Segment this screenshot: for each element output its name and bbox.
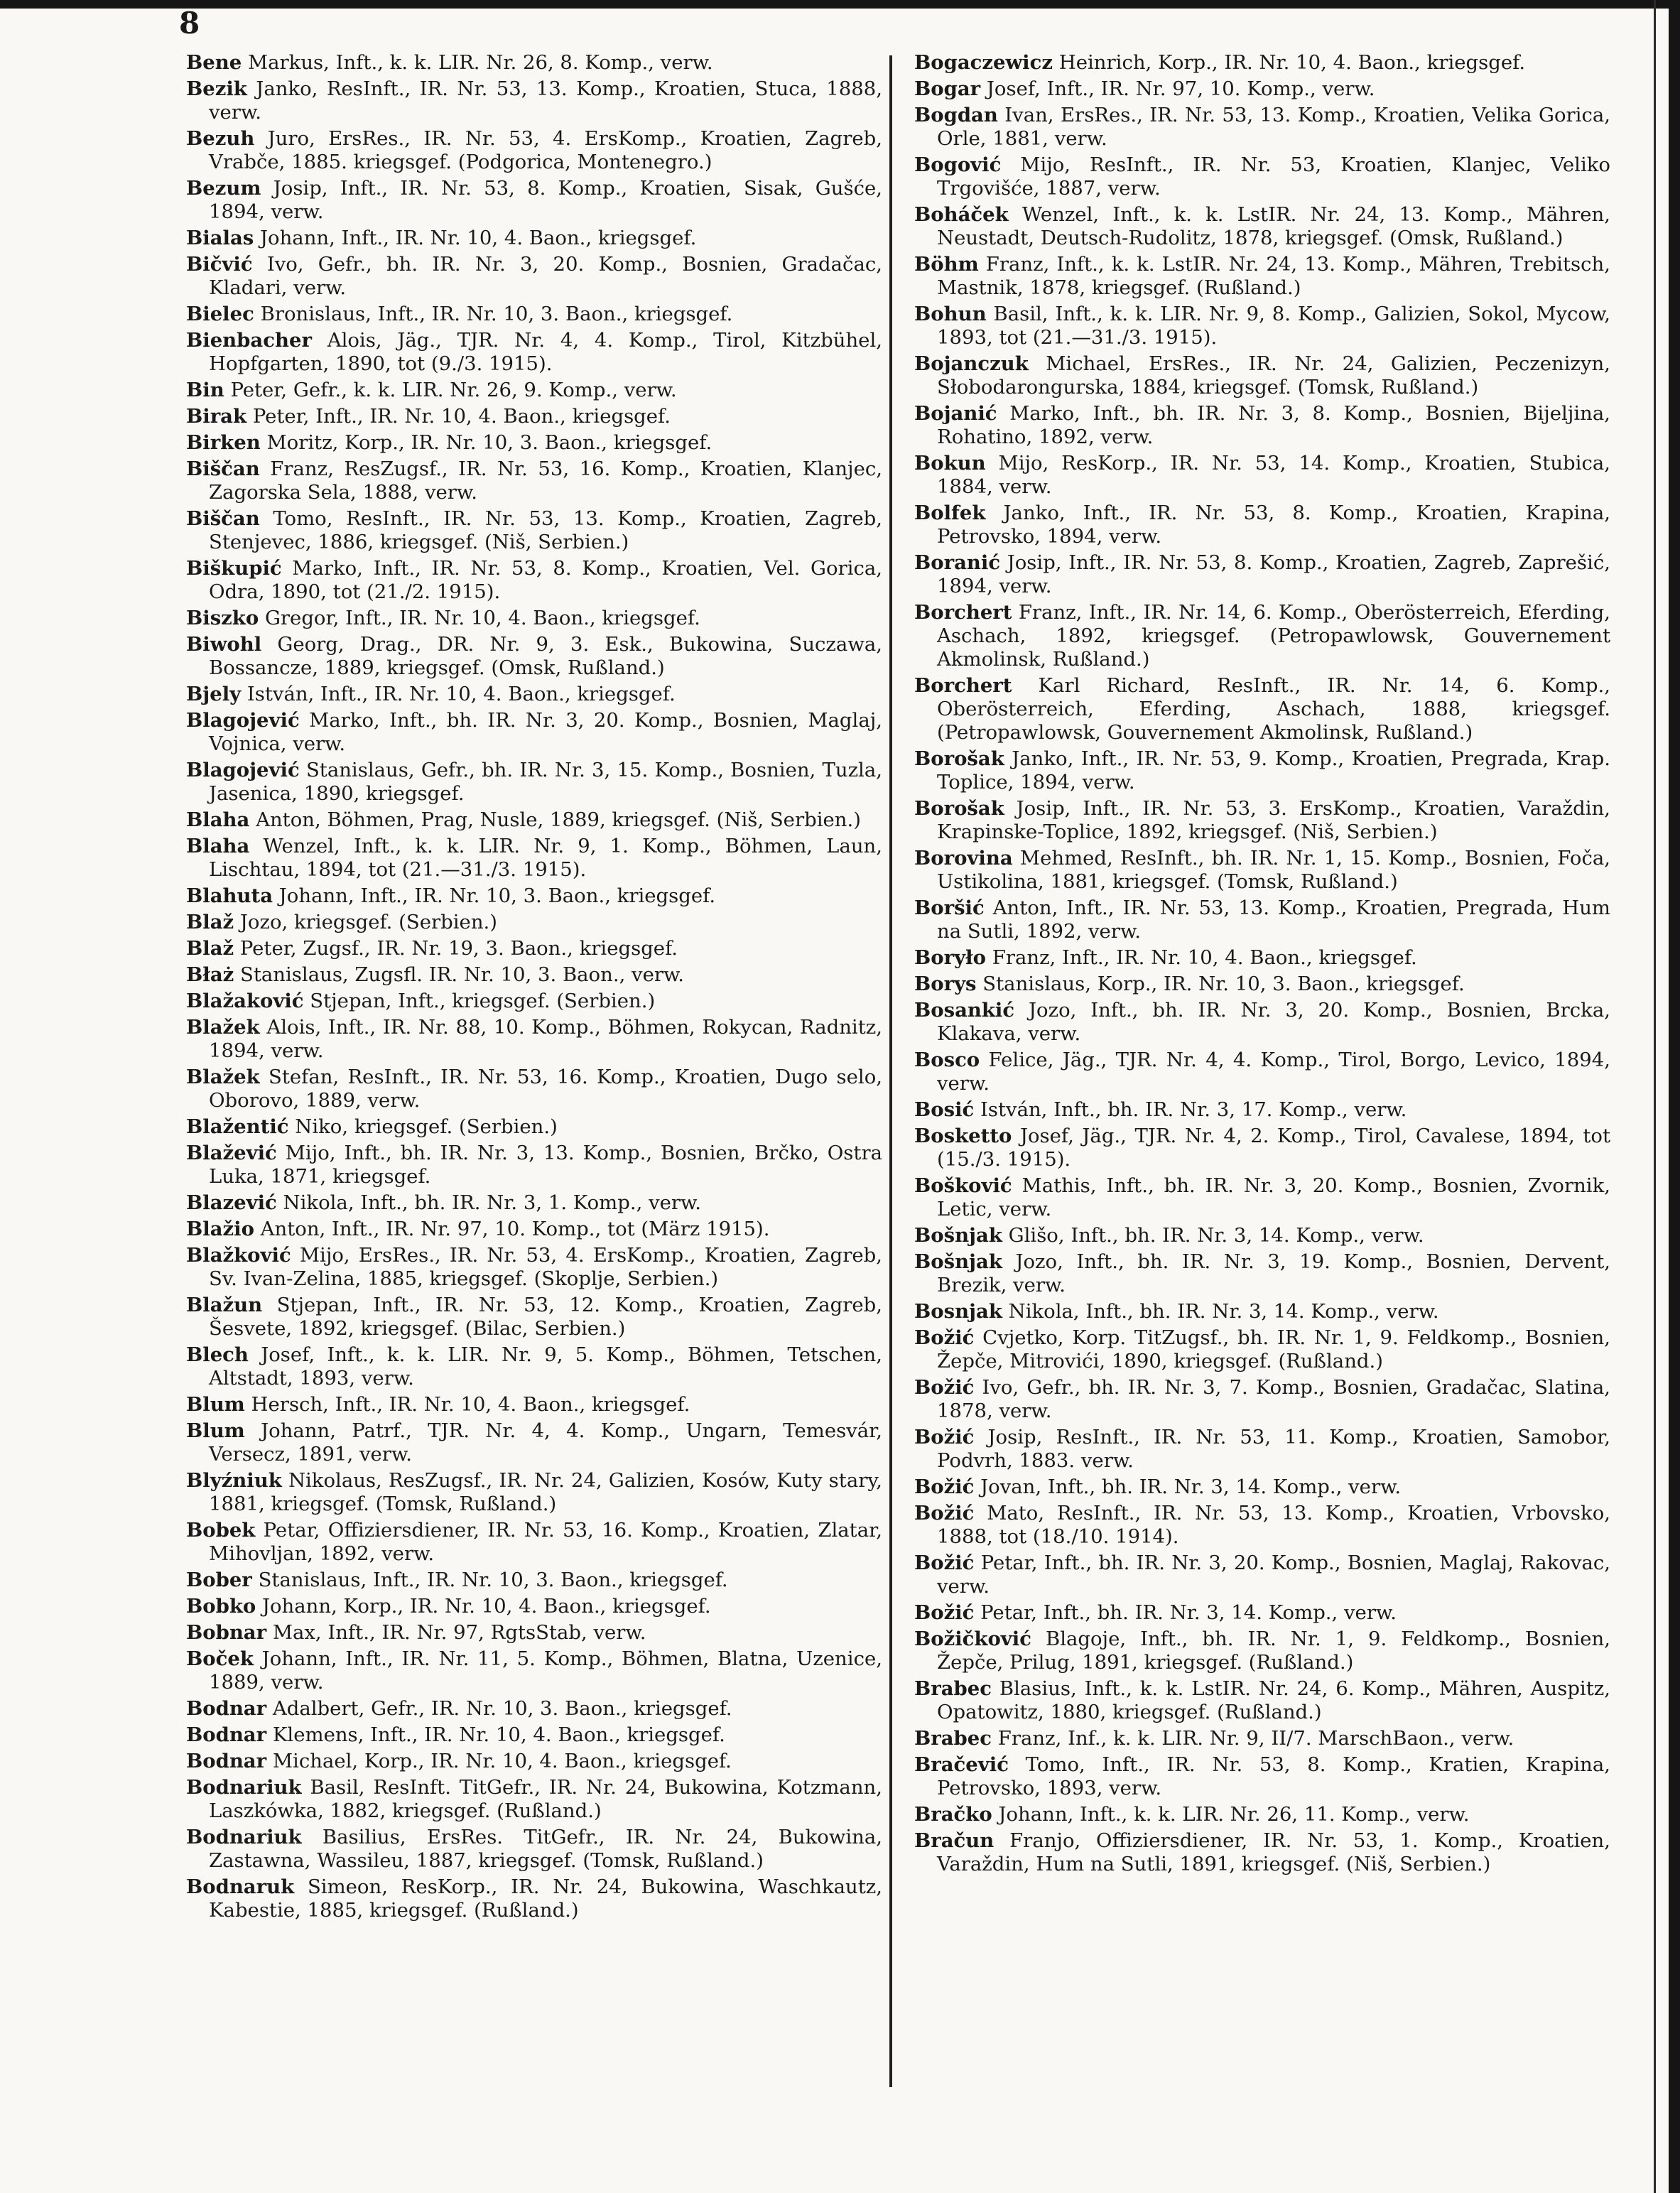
entry-details: Cvjetko, Korp. TitZugsf., bh. IR. Nr. 1, 9. Feldkomp., Bosnien, Žepče, Mitrovići, 1890, kriegsgef. (Rußland.) bbox=[937, 1326, 1610, 1372]
entry-surname: Biwohl bbox=[186, 633, 262, 656]
casualty-entry bbox=[914, 1125, 1610, 1171]
entry-details: Karl Richard, ResInft., IR. Nr. 14, 6. Komp., Oberösterreich, Eferding, Aschach, 1888, kriegsgef. (Petropawlowsk, Gouvernement Akmolinsk, Rußland.) bbox=[937, 674, 1610, 744]
entry-details: Josef, Jäg., TJR. Nr. 4, 2. Komp., Tirol, Cavalese, 1894, tot (15./3. 1915). bbox=[937, 1125, 1610, 1171]
entry-surname: Blažun bbox=[186, 1294, 263, 1316]
entry-surname: Biškupić bbox=[186, 557, 282, 580]
entry-details: Anton, Inft., IR. Nr. 97, 10. Komp., tot (März 1915). bbox=[260, 1218, 770, 1240]
casualty-entry bbox=[186, 507, 882, 554]
entry-details: Jozo, Inft., bh. IR. Nr. 3, 19. Komp., Bosnien, Dervent, Brezik, verw. bbox=[937, 1250, 1610, 1296]
scan-border-right bbox=[1669, 0, 1680, 2193]
casualty-entry bbox=[186, 709, 882, 756]
entry-details: Hersch, Inft., IR. Nr. 10, 4. Baon., kriegsgef. bbox=[251, 1393, 690, 1416]
entry-details: Jozo, kriegsgef. (Serbien.) bbox=[239, 911, 497, 933]
casualty-entry bbox=[186, 1066, 882, 1112]
casualty-entry bbox=[186, 835, 882, 882]
casualty-entry bbox=[914, 1552, 1610, 1598]
casualty-entry bbox=[914, 203, 1610, 250]
casualty-entry bbox=[186, 431, 882, 455]
entry-surname: Bodnar bbox=[186, 1750, 267, 1772]
casualty-entry bbox=[186, 1393, 882, 1417]
entry-surname: Bošnjak bbox=[914, 1224, 1002, 1247]
entry-details: Mijo, Inft., bh. IR. Nr. 3, 13. Komp., Bosnien, Brčko, Ostra Luka, 1871, kriegsgef. bbox=[209, 1142, 882, 1188]
entry-details: Ivo, Gefr., bh. IR. Nr. 3, 20. Komp., Bosnien, Gradačac, Kladari, verw. bbox=[209, 253, 882, 299]
scan-edge-line bbox=[1654, 0, 1656, 2193]
entry-surname: Błaż bbox=[186, 963, 234, 986]
entry-details: Petar, Offiziersdiener, IR. Nr. 53, 16. Komp., Kroatien, Zlatar, Mihovljan, 1892, verw. bbox=[209, 1519, 882, 1565]
casualty-entry bbox=[914, 1601, 1610, 1625]
entry-surname: Bohun bbox=[914, 303, 987, 325]
casualty-entry bbox=[914, 797, 1610, 844]
entry-surname: Blahuta bbox=[186, 884, 273, 907]
entry-surname: Bojanić bbox=[914, 402, 997, 425]
casualty-entry bbox=[914, 1224, 1610, 1247]
casualty-entry bbox=[914, 51, 1610, 75]
entry-details: Janko, Inft., IR. Nr. 53, 8. Komp., Kroatien, Krapina, Petrovsko, 1894, verw. bbox=[937, 502, 1610, 548]
entry-details: Markus, Inft., k. k. LIR. Nr. 26, 8. Komp., verw. bbox=[247, 51, 713, 74]
entry-surname: Bokun bbox=[914, 452, 986, 475]
entry-surname: Božić bbox=[914, 1376, 975, 1399]
entry-surname: Bojanczuk bbox=[914, 352, 1029, 375]
casualty-entry bbox=[186, 937, 882, 960]
entry-details: Alois, Inft., IR. Nr. 88, 10. Komp., Böhmen, Rokycan, Radnitz, 1894, verw. bbox=[209, 1016, 882, 1062]
entry-surname: Borchert bbox=[914, 601, 1012, 624]
entry-details: Stanislaus, Inft., IR. Nr. 10, 3. Baon., kriegsgef. bbox=[258, 1569, 728, 1591]
casualty-entry bbox=[186, 633, 882, 680]
entry-surname: Bezum bbox=[186, 177, 261, 200]
entry-details: Johann, Korp., IR. Nr. 10, 4. Baon., kriegsgef. bbox=[261, 1595, 711, 1618]
entry-details: Jozo, Inft., bh. IR. Nr. 3, 20. Komp., Bosnien, Brcka, Klakava, verw. bbox=[937, 999, 1610, 1045]
casualty-entry bbox=[186, 963, 882, 987]
entry-surname: Boháček bbox=[914, 203, 1009, 226]
casualty-entry bbox=[186, 1595, 882, 1618]
casualty-entry bbox=[186, 557, 882, 604]
entry-surname: Bošnjak bbox=[914, 1250, 1002, 1273]
entry-details: Juro, ErsRes., IR. Nr. 53, 4. ErsKomp., Kroatien, Zagreb, Vrabče, 1885. kriegsgef. (Podgorica, Montenegro.) bbox=[209, 127, 882, 173]
entry-details: Franz, Inft., IR. Nr. 10, 4. Baon., kriegsgef. bbox=[992, 946, 1417, 969]
casualty-entry bbox=[914, 303, 1610, 350]
casualty-entry bbox=[186, 1343, 882, 1390]
casualty-entry bbox=[914, 253, 1610, 300]
entry-surname: Bračun bbox=[914, 1829, 995, 1852]
left-column bbox=[186, 51, 882, 1925]
casualty-entry bbox=[186, 1469, 882, 1516]
casualty-entry bbox=[914, 1326, 1610, 1373]
entry-details: Simeon, ResKorp., IR. Nr. 24, Bukowina, Waschkautz, Kabestie, 1885, kriegsgef. (Rußland.) bbox=[209, 1875, 882, 1922]
casualty-entry bbox=[186, 884, 882, 908]
entry-details: Stefan, ResInft., IR. Nr. 53, 16. Komp., Kroatien, Dugo selo, Oborovo, 1889, verw. bbox=[209, 1066, 882, 1112]
entry-surname: Blyźniuk bbox=[186, 1469, 282, 1492]
casualty-entry bbox=[186, 51, 882, 75]
entry-details: Petar, Inft., bh. IR. Nr. 3, 14. Komp., verw. bbox=[980, 1601, 1397, 1624]
casualty-entry bbox=[914, 452, 1610, 499]
page-number: 8 bbox=[179, 6, 200, 40]
casualty-entry bbox=[914, 352, 1610, 399]
entry-details: Basil, Inft., k. k. LIR. Nr. 9, 8. Komp., Galizien, Sokol, Mycow, 1893, tot (21.—31./3. 1915). bbox=[937, 303, 1610, 349]
entry-details: Blagoje, Inft., bh. IR. Nr. 1, 9. Feldkomp., Bosnien, Žepče, Prilug, 1891, kriegsgef. (Rußland.) bbox=[937, 1628, 1610, 1674]
entry-details: Stanislaus, Gefr., bh. IR. Nr. 3, 15. Komp., Bosnien, Tuzla, Jasenica, 1890, kriegsgef. bbox=[209, 759, 882, 805]
entry-surname: Bosnjak bbox=[914, 1300, 1002, 1323]
entry-details: Basilius, ErsRes. TitGefr., IR. Nr. 24, Bukowina, Zastawna, Wassileu, 1887, kriegsgef. (Tomsk, Rußland.) bbox=[209, 1826, 882, 1872]
entry-surname: Bjely bbox=[186, 683, 242, 705]
entry-details: Mijo, ResInft., IR. Nr. 53, Kroatien, Klanjec, Veliko Trgovišće, 1887, verw. bbox=[937, 153, 1610, 200]
entry-details: Peter, Inft., IR. Nr. 10, 4. Baon., kriegsgef. bbox=[252, 405, 671, 428]
entry-details: Josip, Inft., IR. Nr. 53, 8. Komp., Kroatien, Sisak, Gušće, 1894, verw. bbox=[209, 177, 882, 223]
entry-details: Marko, Inft., bh. IR. Nr. 3, 8. Komp., Bosnien, Bijeljina, Rohatino, 1892, verw. bbox=[937, 402, 1610, 448]
casualty-entry bbox=[186, 1016, 882, 1063]
entry-details: Janko, ResInft., IR. Nr. 53, 13. Komp., Kroatien, Stuca, 1888, verw. bbox=[209, 77, 882, 124]
entry-details: Bronislaus, Inft., IR. Nr. 10, 3. Baon., kriegsgef. bbox=[260, 303, 733, 325]
entry-details: Mato, ResInft., IR. Nr. 53, 13. Komp., Kroatien, Vrbovsko, 1888, tot (18./10. 1914). bbox=[937, 1502, 1610, 1548]
entry-surname: Bodnar bbox=[186, 1723, 267, 1746]
entry-details: Michael, Korp., IR. Nr. 10, 4. Baon., kriegsgef. bbox=[272, 1750, 732, 1772]
entry-surname: Biščan bbox=[186, 457, 260, 480]
entry-surname: Borošak bbox=[914, 747, 1004, 770]
casualty-entry bbox=[186, 1142, 882, 1188]
casualty-entry bbox=[914, 1677, 1610, 1724]
casualty-entry bbox=[914, 1475, 1610, 1499]
entry-surname: Bosić bbox=[914, 1098, 975, 1121]
entry-surname: Borovina bbox=[914, 847, 1013, 870]
entry-details: Johann, Inft., IR. Nr. 10, 4. Baon., kriegsgef. bbox=[260, 227, 697, 249]
entry-details: Josip, ResInft., IR. Nr. 53, 11. Komp., Kroatien, Samobor, Podvrh, 1883. verw. bbox=[937, 1426, 1610, 1472]
entry-surname: Bobko bbox=[186, 1595, 256, 1618]
casualty-entry bbox=[186, 808, 882, 832]
entry-surname: Božić bbox=[914, 1475, 975, 1498]
casualty-entry bbox=[186, 1218, 882, 1241]
entry-surname: Borchert bbox=[914, 674, 1012, 697]
entry-surname: Blažentić bbox=[186, 1115, 289, 1138]
entry-surname: Birken bbox=[186, 431, 261, 454]
entry-details: Jovan, Inft., bh. IR. Nr. 3, 14. Komp., verw. bbox=[980, 1475, 1402, 1498]
casualty-entry bbox=[186, 1875, 882, 1922]
entry-surname: Božić bbox=[914, 1601, 975, 1624]
entry-surname: Bosco bbox=[914, 1049, 980, 1071]
casualty-entry bbox=[186, 405, 882, 428]
entry-surname: Bodnaruk bbox=[186, 1875, 295, 1898]
casualty-entry bbox=[186, 127, 882, 174]
entry-surname: Blazević bbox=[186, 1191, 277, 1214]
entry-surname: Božičković bbox=[914, 1628, 1031, 1650]
casualty-entry bbox=[914, 502, 1610, 548]
entry-surname: Bienbacher bbox=[186, 329, 312, 352]
entry-surname: Biszko bbox=[186, 607, 259, 629]
entry-details: Stjepan, Inft., kriegsgef. (Serbien.) bbox=[310, 990, 656, 1012]
entry-surname: Blažek bbox=[186, 1016, 260, 1039]
casualty-entry bbox=[914, 1753, 1610, 1800]
entry-details: Anton, Böhmen, Prag, Nusle, 1889, kriegsgef. (Niš, Serbien.) bbox=[256, 808, 861, 831]
casualty-entry bbox=[186, 329, 882, 376]
entry-details: Josef, Inft., k. k. LIR. Nr. 9, 5. Komp., Böhmen, Tetschen, Altstadt, 1893, verw. bbox=[209, 1343, 883, 1390]
entry-surname: Blaž bbox=[186, 911, 234, 933]
entry-details: Stanislaus, Korp., IR. Nr. 10, 3. Baon., kriegsgef. bbox=[982, 973, 1465, 995]
entry-surname: Birak bbox=[186, 405, 247, 428]
entry-details: Alois, Jäg., TJR. Nr. 4, 4. Komp., Tirol, Kitzbühel, Hopfgarten, 1890, tot (9./3. 1915). bbox=[209, 329, 882, 375]
casualty-entry bbox=[914, 1727, 1610, 1750]
entry-details: Ivo, Gefr., bh. IR. Nr. 3, 7. Komp., Bosnien, Gradačac, Slatina, 1878, verw. bbox=[937, 1376, 1610, 1422]
entry-surname: Bogović bbox=[914, 153, 1002, 176]
casualty-entry bbox=[186, 1697, 882, 1721]
entry-details: Wenzel, Inft., k. k. LstIR. Nr. 24, 13. Komp., Mähren, Neustadt, Deutsch-Rudolitz, 1878, kriegsgef. (Omsk, Rußland.) bbox=[937, 203, 1610, 249]
entry-details: Wenzel, Inft., k. k. LIR. Nr. 9, 1. Komp., Böhmen, Laun, Lischtau, 1894, tot (21.—31./3. 1915). bbox=[209, 835, 882, 881]
entry-details: Mijo, ErsRes., IR. Nr. 53, 4. ErsKomp., Kroatien, Zagreb, Sv. Ivan-Zelina, 1885, kriegsgef. (Skoplje, Serbien.) bbox=[209, 1244, 882, 1290]
casualty-entry bbox=[914, 847, 1610, 894]
casualty-entry bbox=[186, 1826, 882, 1873]
entry-details: Klemens, Inft., IR. Nr. 10, 4. Baon., kriegsgef. bbox=[272, 1723, 725, 1746]
entry-surname: Bezuh bbox=[186, 127, 255, 150]
entry-surname: Božić bbox=[914, 1552, 975, 1574]
entry-surname: Boranić bbox=[914, 551, 1001, 574]
entry-surname: Bobnar bbox=[186, 1621, 267, 1644]
entry-details: Marko, Inft., bh. IR. Nr. 3, 20. Komp., Bosnien, Maglaj, Vojnica, verw. bbox=[209, 709, 882, 755]
entry-surname: Bogaczewicz bbox=[914, 51, 1053, 74]
casualty-entry bbox=[186, 1419, 882, 1466]
casualty-entry bbox=[914, 551, 1610, 598]
entry-details: Franz, Inf., k. k. LIR. Nr. 9, II/7. MarschBaon., verw. bbox=[997, 1727, 1514, 1750]
casualty-entry bbox=[914, 601, 1610, 671]
entry-surname: Bene bbox=[186, 51, 242, 74]
entry-surname: Bobek bbox=[186, 1519, 256, 1542]
casualty-entry bbox=[914, 1049, 1610, 1095]
casualty-entry bbox=[914, 1376, 1610, 1423]
entry-surname: Blažković bbox=[186, 1244, 291, 1267]
casualty-entry bbox=[914, 973, 1610, 996]
entry-details: Blasius, Inft., k. k. LstIR. Nr. 24, 6. Komp., Mähren, Auspitz, Opatowitz, 1880, kriegsgef. (Rußland.) bbox=[937, 1677, 1611, 1723]
entry-details: Niko, kriegsgef. (Serbien.) bbox=[295, 1115, 558, 1138]
casualty-entry bbox=[914, 153, 1610, 200]
casualty-entry bbox=[914, 104, 1610, 151]
entry-surname: Blech bbox=[186, 1343, 249, 1366]
casualty-entry bbox=[914, 1628, 1610, 1674]
entry-details: Anton, Inft., IR. Nr. 53, 13. Komp., Kroatien, Pregrada, Hum na Sutli, 1892, verw. bbox=[937, 897, 1610, 943]
entry-surname: Božić bbox=[914, 1326, 975, 1349]
entry-surname: Boček bbox=[186, 1647, 254, 1670]
entry-surname: Blažek bbox=[186, 1066, 260, 1088]
scan-border-top bbox=[0, 0, 1680, 9]
entry-surname: Bogdan bbox=[914, 104, 998, 126]
entry-details: Josip, Inft., IR. Nr. 53, 8. Komp., Kroatien, Zagreb, Zaprešić, 1894, verw. bbox=[937, 551, 1610, 597]
casualty-entry bbox=[914, 1829, 1610, 1876]
entry-surname: Blagojević bbox=[186, 759, 300, 781]
entry-surname: Bezik bbox=[186, 77, 247, 100]
entry-details: Mathis, Inft., bh. IR. Nr. 3, 20. Komp., Bosnien, Zvornik, Letic, verw. bbox=[937, 1174, 1610, 1220]
casualty-entry bbox=[186, 457, 882, 504]
casualty-entry bbox=[186, 253, 882, 300]
casualty-entry bbox=[914, 946, 1610, 970]
entry-surname: Böhm bbox=[914, 253, 979, 276]
entry-details: Mehmed, ResInft., bh. IR. Nr. 1, 15. Komp., Bosnien, Foča, Ustikolina, 1881, kriegsgef. (Tomsk, Rußland.) bbox=[937, 847, 1611, 893]
casualty-entry bbox=[186, 990, 882, 1013]
entry-details: Franz, Inft., IR. Nr. 14, 6. Komp., Oberösterreich, Eferding, Aschach, 1892, kriegsgef. (Petropawlowsk, Gouvernement Akmolinsk, Rußland.) bbox=[937, 601, 1610, 671]
column-divider bbox=[889, 55, 892, 2087]
entry-details: Glišo, Inft., bh. IR. Nr. 3, 14. Komp., verw. bbox=[1008, 1224, 1424, 1247]
entry-details: Peter, Gefr., k. k. LIR. Nr. 26, 9. Komp., verw. bbox=[230, 379, 677, 401]
casualty-entry bbox=[186, 1723, 882, 1747]
entry-details: Josip, Inft., IR. Nr. 53, 3. ErsKomp., Kroatien, Varaždin, Krapinske-Toplice, 1892, kriegsgef. (Niš, Serbien.) bbox=[937, 797, 1610, 843]
entry-surname: Blaž bbox=[186, 937, 234, 960]
casualty-entry bbox=[186, 1776, 882, 1823]
right-column bbox=[914, 51, 1610, 1879]
casualty-entry bbox=[186, 77, 882, 124]
entry-details: Johann, Inft., IR. Nr. 11, 5. Komp., Böhmen, Blatna, Uzenice, 1889, verw. bbox=[209, 1647, 882, 1694]
entry-details: Johann, Inft., IR. Nr. 10, 3. Baon., kriegsgef. bbox=[278, 884, 716, 907]
entry-details: Janko, Inft., IR. Nr. 53, 9. Komp., Kroatien, Pregrada, Krap. Toplice, 1894, verw. bbox=[937, 747, 1610, 794]
entry-details: Nikola, Inft., bh. IR. Nr. 3, 14. Komp., verw. bbox=[1008, 1300, 1439, 1323]
entry-surname: Boršić bbox=[914, 897, 985, 919]
entry-details: István, Inft., bh. IR. Nr. 3, 17. Komp., verw. bbox=[980, 1098, 1407, 1121]
casualty-entry bbox=[186, 1621, 882, 1645]
casualty-entry bbox=[186, 1750, 882, 1773]
entry-details: Tomo, ResInft., IR. Nr. 53, 13. Komp., Kroatien, Zagreb, Stenjevec, 1886, kriegsgef. (Niš, Serbien.) bbox=[209, 507, 882, 553]
entry-surname: Boryło bbox=[914, 946, 986, 969]
casualty-entry bbox=[186, 911, 882, 934]
entry-details: Marko, Inft., IR. Nr. 53, 8. Komp., Kroatien, Vel. Gorica, Odra, 1890, tot (21./2. 1915). bbox=[209, 557, 882, 603]
entry-surname: Bolfek bbox=[914, 502, 986, 524]
casualty-entry bbox=[186, 1519, 882, 1566]
entry-surname: Bodnariuk bbox=[186, 1826, 302, 1848]
entry-details: Michael, ErsRes., IR. Nr. 24, Galizien, Peczenizyn, Słobodarongurska, 1884, kriegsgef. (Tomsk, Rußland.) bbox=[937, 352, 1610, 399]
casualty-entry bbox=[186, 1647, 882, 1694]
entry-details: Franz, Inft., k. k. LstIR. Nr. 24, 13. Komp., Mähren, Trebitsch, Mastnik, 1878, kriegsgef. (Rußland.) bbox=[937, 253, 1610, 299]
entry-details: Nikolaus, ResZugsf., IR. Nr. 24, Galizien, Kosów, Kuty stary, 1881, kriegsgef. (Tomsk, Rußland.) bbox=[209, 1469, 882, 1515]
entry-surname: Bodnariuk bbox=[186, 1776, 302, 1799]
casualty-entry bbox=[186, 1115, 882, 1139]
casualty-entry bbox=[186, 759, 882, 806]
entry-details: Moritz, Korp., IR. Nr. 10, 3. Baon., kriegsgef. bbox=[266, 431, 712, 454]
entry-surname: Bielec bbox=[186, 303, 254, 325]
entry-details: Tomo, Inft., IR. Nr. 53, 8. Komp., Kratien, Krapina, Petrovsko, 1893, verw. bbox=[937, 1753, 1610, 1799]
entry-surname: Bošković bbox=[914, 1174, 1012, 1197]
casualty-entry bbox=[914, 1098, 1610, 1122]
entry-surname: Biščan bbox=[186, 507, 260, 530]
entry-surname: Borys bbox=[914, 973, 977, 995]
casualty-entry bbox=[914, 1426, 1610, 1473]
entry-details: Johann, Patrf., TJR. Nr. 4, 4. Komp., Ungarn, Temesvár, Versecz, 1891, verw. bbox=[209, 1419, 883, 1466]
entry-details: Gregor, Inft., IR. Nr. 10, 4. Baon., kriegsgef. bbox=[264, 607, 700, 629]
casualty-entry bbox=[914, 1174, 1610, 1221]
casualty-entry bbox=[186, 1569, 882, 1592]
entry-details: Petar, Inft., bh. IR. Nr. 3, 20. Komp., Bosnien, Maglaj, Rakovac, verw. bbox=[937, 1552, 1610, 1598]
entry-details: Ivan, ErsRes., IR. Nr. 53, 13. Komp., Kroatien, Velika Gorica, Orle, 1881, verw. bbox=[937, 104, 1610, 150]
casualty-entry bbox=[914, 897, 1610, 943]
casualty-entry bbox=[186, 683, 882, 706]
entry-surname: Bialas bbox=[186, 227, 254, 249]
entry-details: Stjepan, Inft., IR. Nr. 53, 12. Komp., Kroatien, Zagreb, Šesvete, 1892, kriegsgef. (Bilac, Serbien.) bbox=[209, 1294, 882, 1340]
casualty-entry bbox=[186, 607, 882, 630]
entry-details: Adalbert, Gefr., IR. Nr. 10, 3. Baon., kriegsgef. bbox=[272, 1697, 732, 1720]
entry-surname: Bračević bbox=[914, 1753, 1009, 1776]
casualty-entry bbox=[186, 1244, 882, 1291]
entry-surname: Bodnar bbox=[186, 1697, 267, 1720]
casualty-entry bbox=[914, 77, 1610, 101]
entry-surname: Bogar bbox=[914, 77, 981, 100]
entry-details: Georg, Drag., DR. Nr. 9, 3. Esk., Bukowina, Suczawa, Bossancze, 1889, kriegsgef. (Omsk, Rußland.) bbox=[209, 633, 882, 679]
casualty-entry bbox=[186, 1294, 882, 1341]
entry-surname: Blum bbox=[186, 1419, 245, 1442]
entry-details: Peter, Zugsf., IR. Nr. 19, 3. Baon., kriegsgef. bbox=[239, 937, 678, 960]
entry-details: Mijo, ResKorp., IR. Nr. 53, 14. Komp., Kroatien, Stubica, 1884, verw. bbox=[937, 452, 1610, 498]
entry-surname: Blaha bbox=[186, 808, 250, 831]
entry-surname: Blaha bbox=[186, 835, 250, 857]
entry-surname: Bosankić bbox=[914, 999, 1015, 1022]
entry-surname: Bin bbox=[186, 379, 224, 401]
entry-details: Stanislaus, Zugsfl. IR. Nr. 10, 3. Baon., verw. bbox=[240, 963, 685, 986]
casualty-entry bbox=[914, 999, 1610, 1046]
entry-surname: Bosketto bbox=[914, 1125, 1012, 1147]
entry-surname: Bober bbox=[186, 1569, 252, 1591]
entry-surname: Božić bbox=[914, 1502, 975, 1525]
casualty-entry bbox=[914, 674, 1610, 744]
casualty-entry bbox=[186, 177, 882, 224]
casualty-entry bbox=[914, 1250, 1610, 1297]
casualty-entry bbox=[914, 402, 1610, 449]
entry-surname: Božić bbox=[914, 1426, 975, 1449]
casualty-entry bbox=[186, 303, 882, 326]
entry-details: István, Inft., IR. Nr. 10, 4. Baon., kriegsgef. bbox=[246, 683, 676, 705]
entry-details: Heinrich, Korp., IR. Nr. 10, 4. Baon., kriegsgef. bbox=[1058, 51, 1526, 74]
casualty-entry bbox=[914, 1300, 1610, 1323]
entry-surname: Blum bbox=[186, 1393, 245, 1416]
casualty-entry bbox=[186, 1191, 882, 1215]
entry-surname: Blagojević bbox=[186, 709, 300, 732]
entry-details: Franjo, Offiziersdiener, IR. Nr. 53, 1. Komp., Kroatien, Varaždin, Hum na Sutli, 1891, kriegsgef. (Niš, Serbien.) bbox=[937, 1829, 1610, 1875]
entry-surname: Brabec bbox=[914, 1677, 992, 1700]
casualty-entry bbox=[186, 379, 882, 402]
entry-surname: Bičvić bbox=[186, 253, 253, 276]
entry-surname: Borošak bbox=[914, 797, 1004, 820]
entry-details: Josef, Inft., IR. Nr. 97, 10. Komp., verw. bbox=[986, 77, 1375, 100]
casualty-entry bbox=[914, 747, 1610, 794]
entry-surname: Blažaković bbox=[186, 990, 304, 1012]
entry-surname: Bračko bbox=[914, 1803, 992, 1826]
entry-surname: Brabec bbox=[914, 1727, 992, 1750]
casualty-entry bbox=[914, 1502, 1610, 1549]
entry-details: Johann, Inft., k. k. LIR. Nr. 26, 11. Komp., verw. bbox=[998, 1803, 1470, 1826]
entry-surname: Blažio bbox=[186, 1218, 254, 1240]
casualty-entry bbox=[186, 227, 882, 250]
entry-details: Franz, ResZugsf., IR. Nr. 53, 16. Komp., Kroatien, Klanjec, Zagorska Sela, 1888, verw. bbox=[209, 457, 882, 504]
entry-details: Nikola, Inft., bh. IR. Nr. 3, 1. Komp., verw. bbox=[283, 1191, 702, 1214]
entry-details: Max, Inft., IR. Nr. 97, RgtsStab, verw. bbox=[272, 1621, 646, 1644]
entry-details: Felice, Jäg., TJR. Nr. 4, 4. Komp., Tirol, Borgo, Levico, 1894, verw. bbox=[937, 1049, 1610, 1095]
entry-details: Basil, ResInft. TitGefr., IR. Nr. 24, Bukowina, Kotzmann, Laszkówka, 1882, kriegsgef. (Rußland.) bbox=[209, 1776, 882, 1822]
entry-surname: Blažević bbox=[186, 1142, 277, 1164]
casualty-entry bbox=[914, 1803, 1610, 1826]
